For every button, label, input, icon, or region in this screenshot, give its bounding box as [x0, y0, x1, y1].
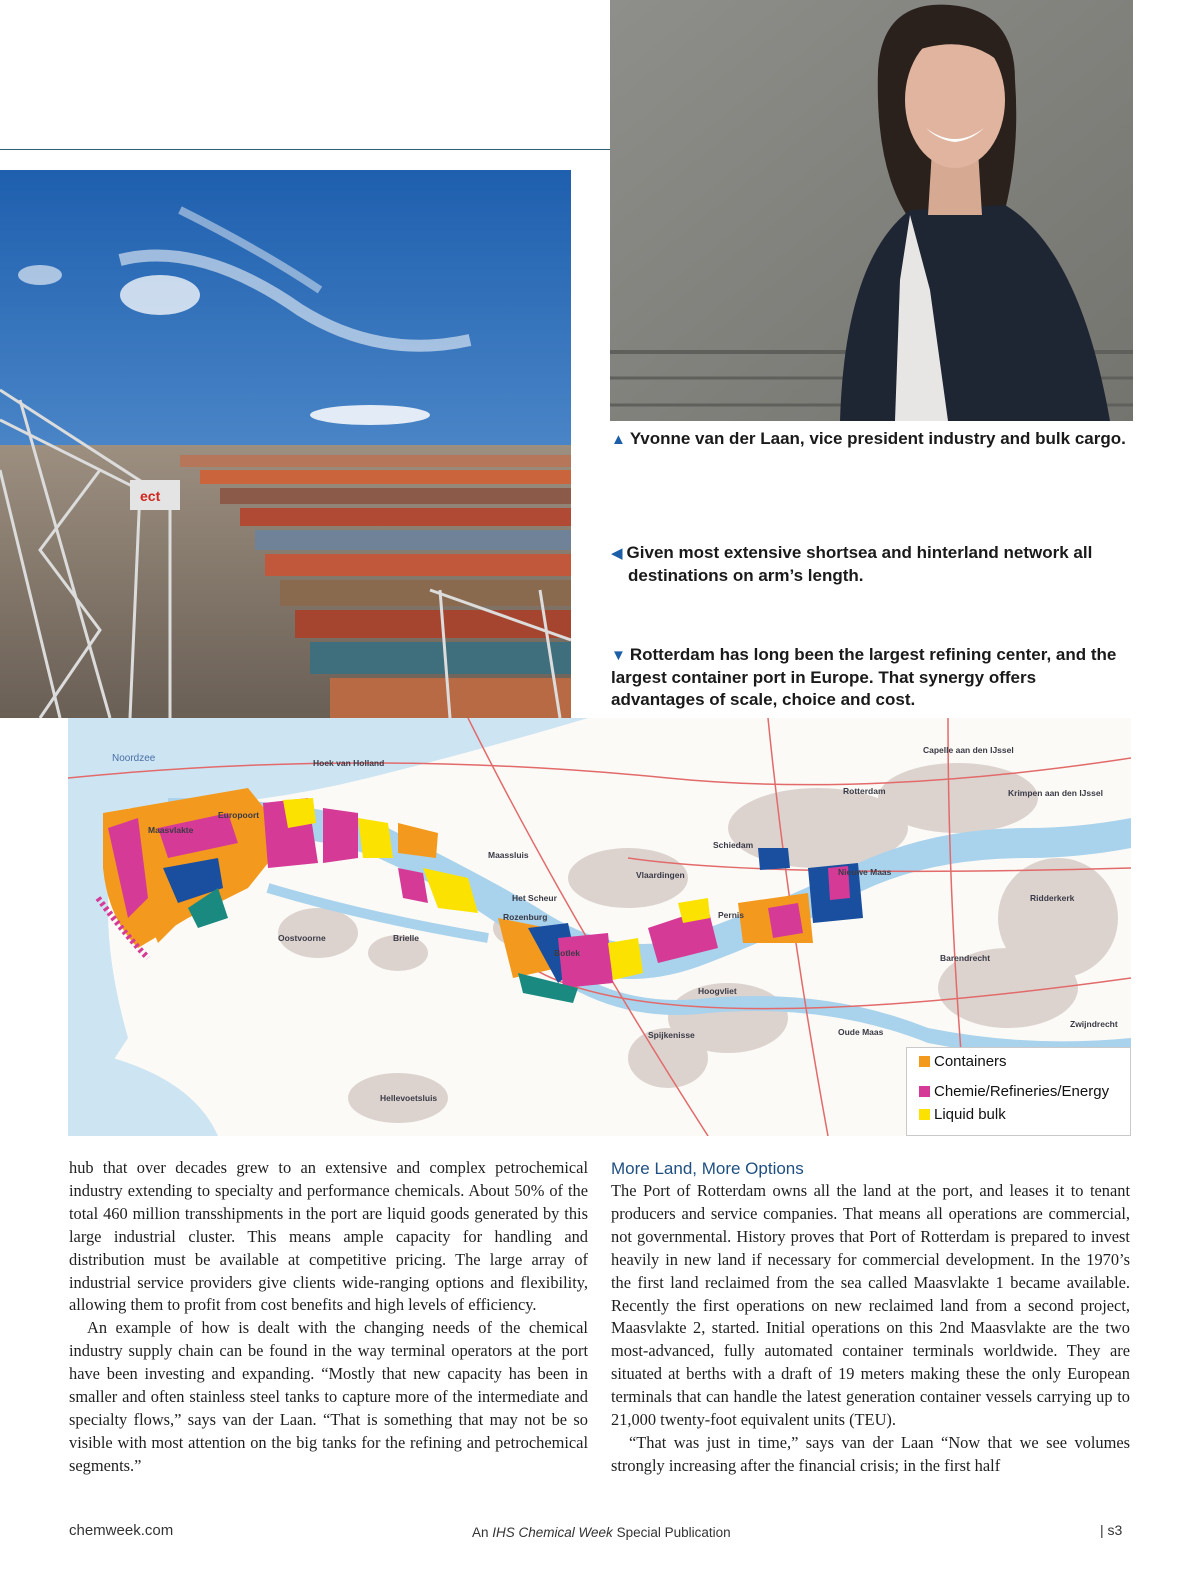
section-heading: More Land, More Options: [611, 1159, 804, 1178]
legend-swatch-liquid-bulk: [919, 1109, 930, 1120]
map-label-nieuwe-maas: Nieuwe Maas: [838, 867, 892, 877]
right-column: [611, 1157, 1130, 1478]
map-legend: [906, 1047, 1131, 1136]
up-arrow-icon: ▲: [611, 431, 626, 448]
map-label-schiedam: Schiedam: [713, 840, 754, 850]
map-label-hoogvliet: Hoogvliet: [698, 986, 737, 996]
map-label-rozenburg: Rozenburg: [503, 912, 548, 922]
map-label-barendrecht: Barendrecht: [940, 953, 991, 963]
map-label-brielle: Brielle: [393, 933, 419, 943]
crane-logo: ect: [140, 488, 161, 504]
map-label-maassluis: Maassluis: [488, 850, 529, 860]
legend-item-containers: Containers: [919, 1053, 1007, 1071]
left-paragraph-2: An example of how is dealt with the changing needs of the chemical industry supply chain can be found in the way terminal operators at the port have been investing and expanding. “Mostly that new capacity has been in smaller and often stainless steel tanks to capture more of the intermediate and specialty flows,” says van der Laan. “That is something that may not be so visible with most attention on the big tanks for the refining and petrochemical segments.”: [69, 1318, 588, 1475]
footer-publication: An IHS Chemical Week Special Publication: [472, 1525, 731, 1540]
portrait-caption: ▲ Yvonne van der Laan, vice president industry and bulk cargo.: [611, 429, 1126, 448]
legend-swatch-containers: [919, 1056, 930, 1067]
footer-site[interactable]: chemweek.com: [69, 1522, 174, 1539]
down-arrow-icon: ▼: [611, 647, 626, 664]
map-label-botlek: Botlek: [554, 948, 580, 958]
map-label-oostvoorne: Oostvoorne: [278, 933, 326, 943]
map-label-rotterdam: Rotterdam: [843, 786, 886, 796]
left-arrow-icon: ◀: [611, 545, 623, 562]
map-label-capelle-aan-den-ijssel: Capelle aan den IJssel: [923, 745, 1014, 755]
left-column: [69, 1157, 588, 1478]
port-photo: [0, 170, 571, 718]
map-caption: ▼ Rotterdam has long been the largest refining center, and the largest container port in Europe. That synergy offers advantages of scale, choice and cost.: [611, 645, 1117, 709]
top-rule: [0, 149, 610, 150]
map-label-oude-maas: Oude Maas: [838, 1027, 884, 1037]
left-paragraph-1: hub that over decades grew to an extensive and complex petrochemical industry extending to specialty and performance chemicals. About 50% of the total 460 million transshipments in the port are liquid goods generated by this large industrial cluster. This means ample capacity for handling and distribution must be available at competitive pricing. The large array of industrial service providers give clients wide-ranging options and flexibility, allowing them to profit from cost benefits and high levels of efficiency.: [69, 1158, 588, 1315]
map-label-europoort: Europoort: [218, 810, 260, 820]
map-label-het-scheur: Het Scheur: [512, 893, 557, 903]
portrait-photo: [610, 0, 1133, 421]
network-caption: ◀ Given most extensive shortsea and hinterland network all destinations on arm’s length.: [611, 543, 1093, 585]
map-label-noordzee: Noordzee: [112, 753, 156, 764]
map-label-vlaardingen: Vlaardingen: [636, 870, 685, 880]
page-number: | s3: [1100, 1522, 1123, 1538]
right-paragraph-1: The Port of Rotterdam owns all the land at the port, and leases it to tenant producers and service companies. That means all operations are commercial, not governmental. History proves that Port of Rotterdam is prepared to invest heavily in new land if necessary for commercial development. In the 1970’s the first land reclaimed from the sea called Maasvlakte 1 became available. Recently the first operations on new reclaimed land from a second project, Maasvlakte 2, started. Initial operations on this 2nd Maasvlakte are the two most-advanced, fully automated container terminals worldwide. They are situated at berths with a draft of 19 meters making these the only European terminals that can handle the latest generation container vessels carrying up to 21,000 twenty-foot equivalent units (TEU).: [611, 1181, 1130, 1430]
map-label-ridderkerk: Ridderkerk: [1030, 893, 1075, 903]
legend-item-chemie: Chemie/Refineries/Energy: [919, 1083, 1109, 1101]
map-label-pernis: Pernis: [718, 910, 744, 920]
legend-item-liquid-bulk: Liquid bulk: [919, 1106, 1006, 1124]
map-label-hoek-van-holland: Hoek van Holland: [313, 758, 385, 768]
right-paragraph-2: “That was just in time,” says van der Laan “Now that we see volumes strongly increasing after the financial crisis; in the first half: [611, 1432, 1130, 1475]
map-label-zwijndrecht: Zwijndrecht: [1070, 1019, 1118, 1029]
map-label-krimpen-aan-den-ijssel: Krimpen aan den IJssel: [1008, 788, 1103, 798]
map-label-spijkenisse: Spijkenisse: [648, 1030, 695, 1040]
map-label-hellevoetsluis: Hellevoetsluis: [380, 1093, 438, 1103]
map-label-maasvlakte: Maasvlakte: [148, 825, 194, 835]
legend-swatch-chemie: [919, 1086, 930, 1097]
